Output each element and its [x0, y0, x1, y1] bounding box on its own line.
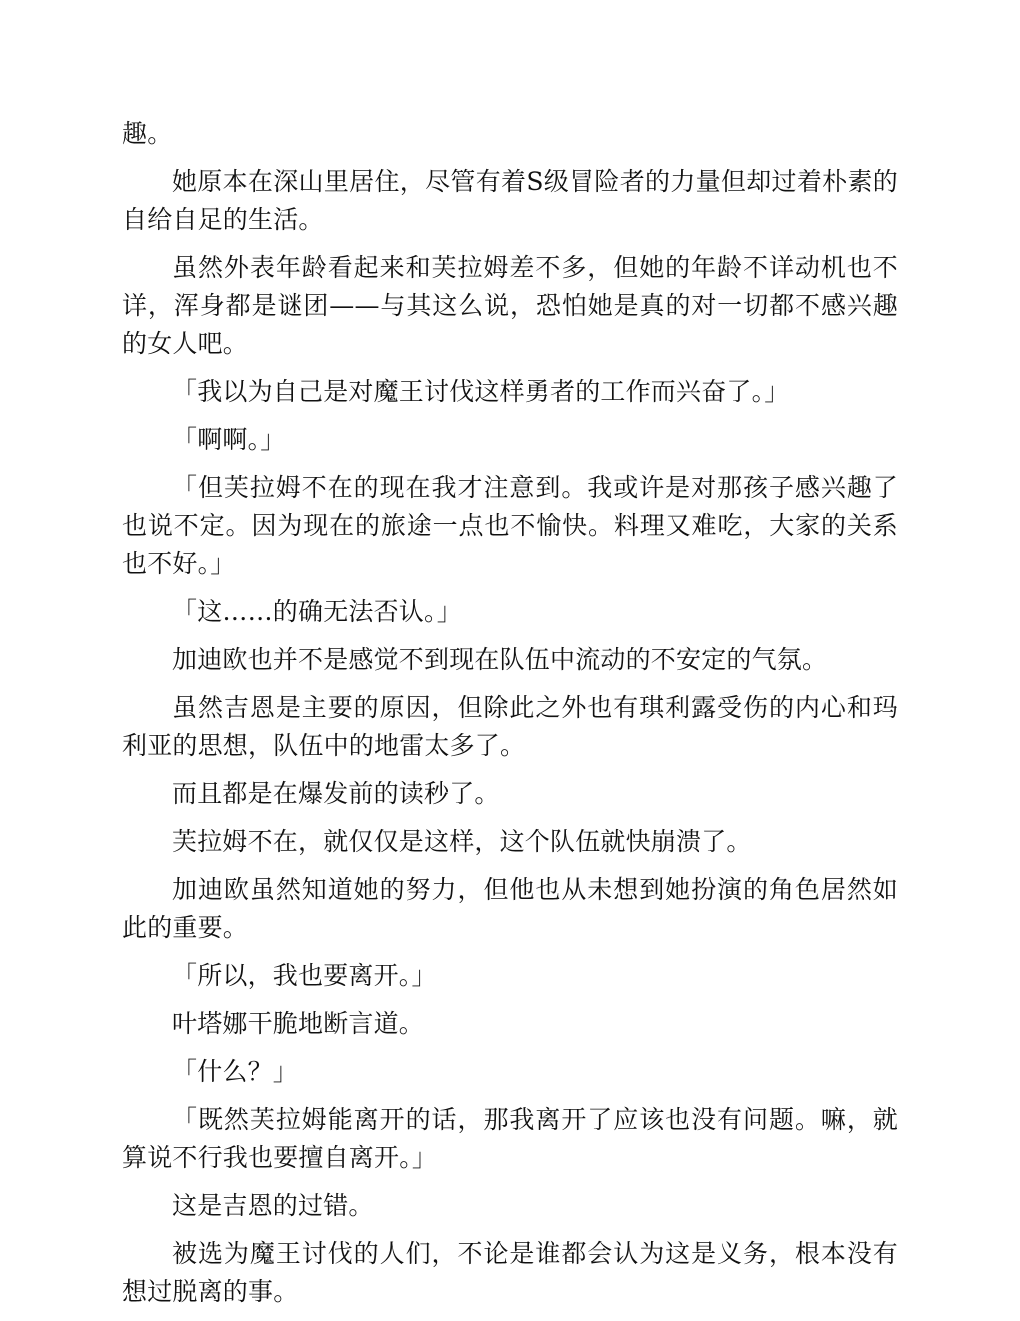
dialogue-paragraph: 「所以，我也要离开。」	[172, 961, 437, 990]
dialogue-paragraph: 「什么？」	[172, 1057, 299, 1086]
dialogue-paragraph: 「我以为自己是对魔王讨伐这样勇者的工作而兴奋了。」	[172, 377, 790, 406]
paragraph: 而且都是在爆发前的读秒了。	[172, 779, 500, 808]
paragraph: 这是吉恩的过错。	[172, 1191, 374, 1220]
paragraph: 加迪欧也并不是感觉不到现在队伍中流动的不安定的气氛。	[172, 645, 828, 674]
paragraph: 虽然外表年龄看起来和芙拉姆差不多，但她的年龄不详动机也不详，浑身都是谜团——与其这么说，恐怕她是真的对一切都不感兴趣的女人吧。	[122, 253, 898, 358]
dialogue-paragraph: 「既然芙拉姆能离开的话，那我离开了应该也没有问题。嘛，就算说不行我也要擅自离开。」	[122, 1105, 898, 1172]
dialogue-paragraph: 「这……的确无法否认。」	[172, 597, 462, 626]
paragraph: 叶塔娜干脆地断言道。	[172, 1009, 425, 1038]
paragraph: 虽然吉恩是主要的原因，但除此之外也有琪利露受伤的内心和玛利亚的思想，队伍中的地雷太多了。	[122, 693, 898, 760]
dialogue-paragraph: 「啊啊。」	[172, 425, 286, 454]
paragraph: 芙拉姆不在，就仅仅是这样，这个队伍就快崩溃了。	[172, 827, 752, 856]
paragraph: 趣。	[122, 119, 173, 148]
paragraph: 她原本在深山里居住，尽管有着S级冒险者的力量但却过着朴素的自给自足的生活。	[122, 167, 898, 234]
text-body	[122, 115, 898, 1321]
paragraph: 被选为魔王讨伐的人们，不论是谁都会认为这是义务，根本没有想过脱离的事。	[122, 1239, 898, 1306]
dialogue-paragraph: 「但芙拉姆不在的现在我才注意到。我或许是对那孩子感兴趣了也说不定。因为现在的旅途一点也不愉快。料理又难吃，大家的关系也不好。」	[122, 473, 898, 578]
paragraph: 加迪欧虽然知道她的努力，但他也从未想到她扮演的角色居然如此的重要。	[122, 875, 898, 942]
